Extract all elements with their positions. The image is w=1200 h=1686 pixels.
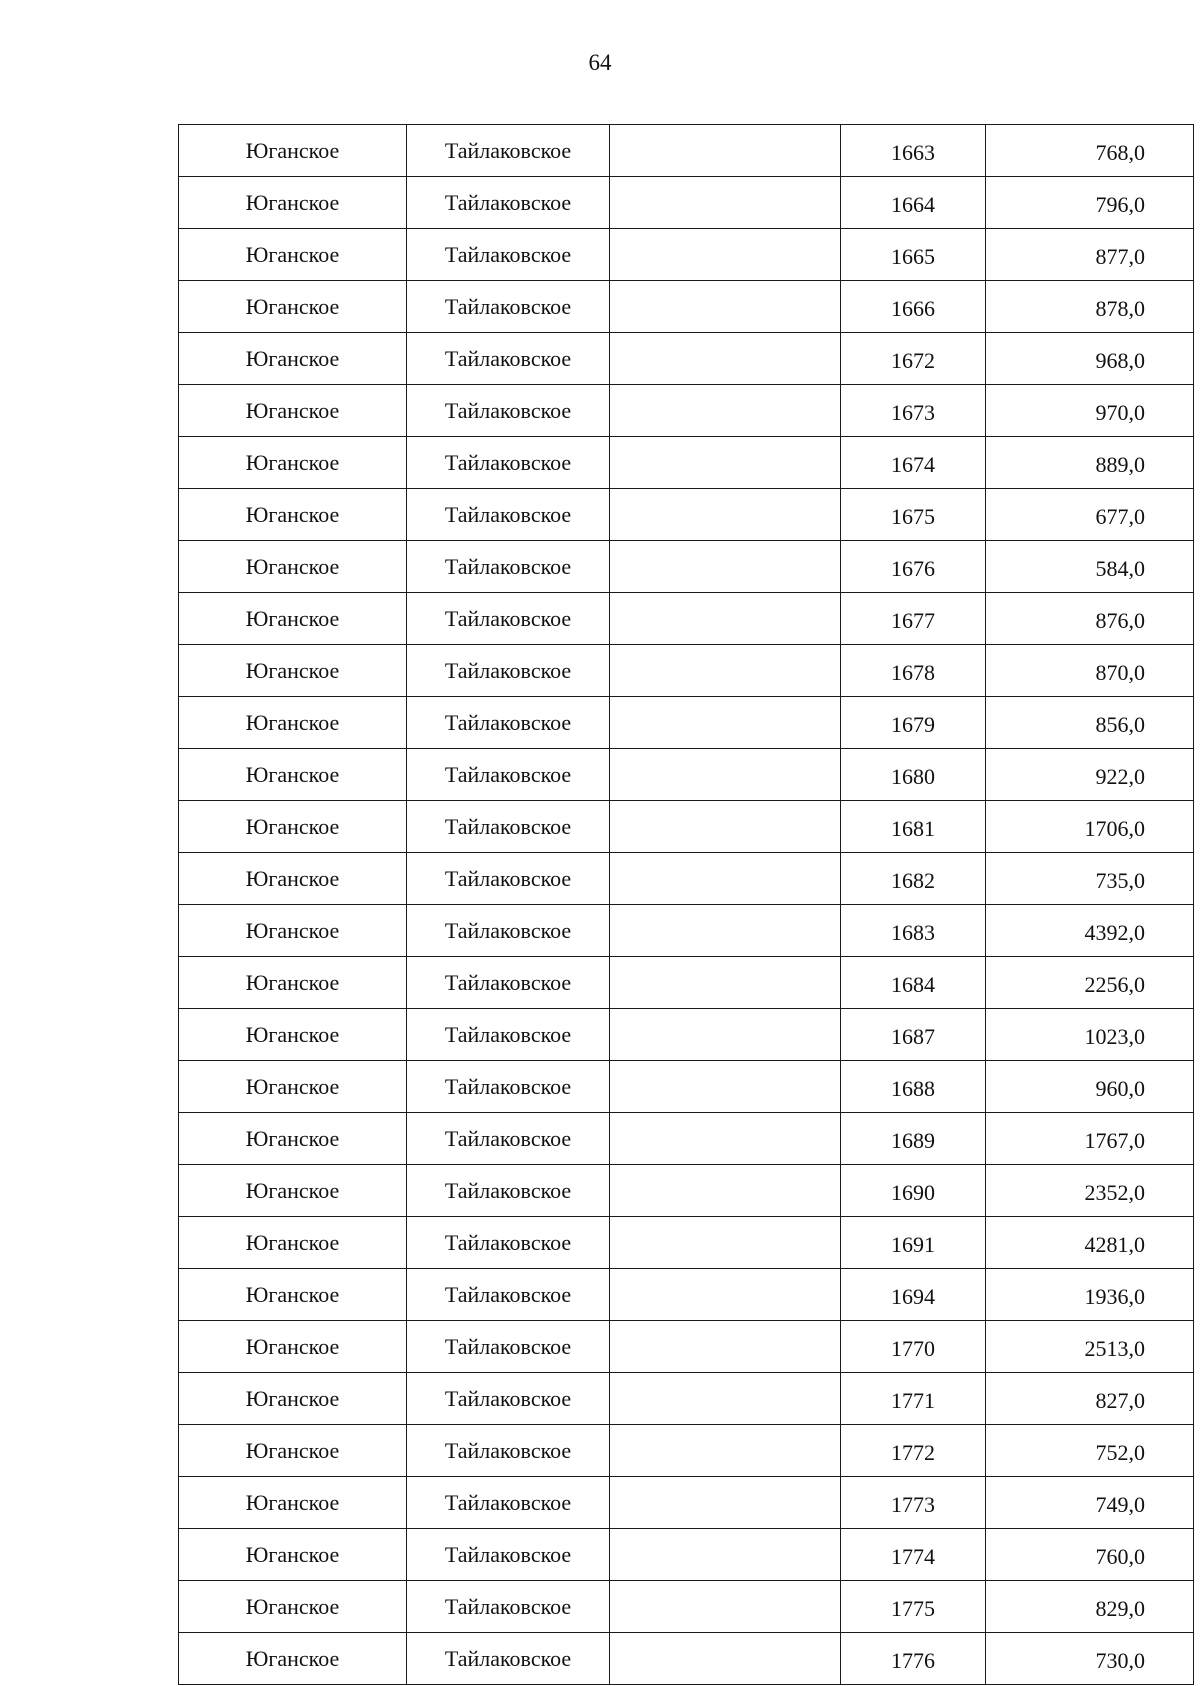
area-cell: Тайлаковское: [407, 333, 610, 385]
area-cell: Тайлаковское: [407, 489, 610, 541]
area-cell: Тайлаковское: [407, 801, 610, 853]
table-row: [179, 1165, 1194, 1217]
area-cell: Тайлаковское: [407, 1009, 610, 1061]
number-cell: 1675: [841, 489, 986, 541]
value-cell: 677,0: [986, 489, 1194, 541]
area-cell: Тайлаковское: [407, 593, 610, 645]
field-cell: Юганское: [179, 593, 407, 645]
number-cell: 1677: [841, 593, 986, 645]
field-cell: Юганское: [179, 1269, 407, 1321]
table-row: [179, 1269, 1194, 1321]
number-cell: 1775: [841, 1581, 986, 1633]
note-cell: [610, 1581, 841, 1633]
value-cell: 749,0: [986, 1477, 1194, 1529]
field-cell: Юганское: [179, 1113, 407, 1165]
note-cell: [610, 957, 841, 1009]
table-row: [179, 489, 1194, 541]
table-row: [179, 1009, 1194, 1061]
number-cell: 1689: [841, 1113, 986, 1165]
value-cell: 870,0: [986, 645, 1194, 697]
note-cell: [610, 1321, 841, 1373]
note-cell: [610, 177, 841, 229]
area-cell: Тайлаковское: [407, 905, 610, 957]
number-cell: 1681: [841, 801, 986, 853]
area-cell: Тайлаковское: [407, 697, 610, 749]
value-cell: 2513,0: [986, 1321, 1194, 1373]
note-cell: [610, 1217, 841, 1269]
area-cell: Тайлаковское: [407, 1113, 610, 1165]
area-cell: Тайлаковское: [407, 229, 610, 281]
table-row: [179, 437, 1194, 489]
value-cell: 1767,0: [986, 1113, 1194, 1165]
table-row: [179, 1321, 1194, 1373]
field-cell: Юганское: [179, 1581, 407, 1633]
field-cell: Юганское: [179, 1009, 407, 1061]
field-cell: Юганское: [179, 1633, 407, 1685]
note-cell: [610, 281, 841, 333]
table-body: [179, 125, 1194, 1685]
value-cell: 827,0: [986, 1373, 1194, 1425]
area-cell: Тайлаковское: [407, 853, 610, 905]
table-row: [179, 229, 1194, 281]
value-cell: 4392,0: [986, 905, 1194, 957]
area-cell: Тайлаковское: [407, 749, 610, 801]
note-cell: [610, 593, 841, 645]
note-cell: [610, 489, 841, 541]
table-row: [179, 1477, 1194, 1529]
note-cell: [610, 1113, 841, 1165]
area-cell: Тайлаковское: [407, 1477, 610, 1529]
note-cell: [610, 1009, 841, 1061]
note-cell: [610, 333, 841, 385]
table-row: [179, 1061, 1194, 1113]
area-cell: Тайлаковское: [407, 1529, 610, 1581]
number-cell: 1776: [841, 1633, 986, 1685]
area-cell: Тайлаковское: [407, 385, 610, 437]
field-cell: Юганское: [179, 1165, 407, 1217]
value-cell: 768,0: [986, 125, 1194, 177]
number-cell: 1691: [841, 1217, 986, 1269]
field-cell: Юганское: [179, 437, 407, 489]
value-cell: 796,0: [986, 177, 1194, 229]
table-row: [179, 905, 1194, 957]
area-cell: Тайлаковское: [407, 1373, 610, 1425]
number-cell: 1666: [841, 281, 986, 333]
value-cell: 752,0: [986, 1425, 1194, 1477]
note-cell: [610, 385, 841, 437]
area-cell: Тайлаковское: [407, 1269, 610, 1321]
table-row: [179, 957, 1194, 1009]
area-cell: Тайлаковское: [407, 1633, 610, 1685]
field-cell: Юганское: [179, 697, 407, 749]
number-cell: 1683: [841, 905, 986, 957]
table-row: [179, 1113, 1194, 1165]
area-cell: Тайлаковское: [407, 1061, 610, 1113]
field-cell: Юганское: [179, 853, 407, 905]
note-cell: [610, 905, 841, 957]
number-cell: 1663: [841, 125, 986, 177]
note-cell: [610, 1373, 841, 1425]
table-row: [179, 541, 1194, 593]
number-cell: 1664: [841, 177, 986, 229]
field-cell: Юганское: [179, 749, 407, 801]
number-cell: 1687: [841, 1009, 986, 1061]
value-cell: 730,0: [986, 1633, 1194, 1685]
number-cell: 1774: [841, 1529, 986, 1581]
number-cell: 1665: [841, 229, 986, 281]
field-cell: Юганское: [179, 125, 407, 177]
area-cell: Тайлаковское: [407, 437, 610, 489]
note-cell: [610, 1061, 841, 1113]
number-cell: 1679: [841, 697, 986, 749]
area-cell: Тайлаковское: [407, 957, 610, 1009]
note-cell: [610, 1477, 841, 1529]
field-cell: Юганское: [179, 645, 407, 697]
table-row: [179, 1529, 1194, 1581]
field-cell: Юганское: [179, 801, 407, 853]
table-row: [179, 281, 1194, 333]
number-cell: 1676: [841, 541, 986, 593]
table-row: [179, 645, 1194, 697]
number-cell: 1678: [841, 645, 986, 697]
number-cell: 1682: [841, 853, 986, 905]
field-cell: Юганское: [179, 1061, 407, 1113]
value-cell: 735,0: [986, 853, 1194, 905]
value-cell: 2352,0: [986, 1165, 1194, 1217]
field-cell: Юганское: [179, 177, 407, 229]
value-cell: 922,0: [986, 749, 1194, 801]
area-cell: Тайлаковское: [407, 1217, 610, 1269]
table-row: [179, 1581, 1194, 1633]
table-row: [179, 801, 1194, 853]
number-cell: 1770: [841, 1321, 986, 1373]
number-cell: 1688: [841, 1061, 986, 1113]
area-cell: Тайлаковское: [407, 645, 610, 697]
note-cell: [610, 853, 841, 905]
value-cell: 878,0: [986, 281, 1194, 333]
field-cell: Юганское: [179, 1477, 407, 1529]
number-cell: 1690: [841, 1165, 986, 1217]
value-cell: 2256,0: [986, 957, 1194, 1009]
table-row: [179, 1425, 1194, 1477]
value-cell: 877,0: [986, 229, 1194, 281]
area-cell: Тайлаковское: [407, 541, 610, 593]
value-cell: 4281,0: [986, 1217, 1194, 1269]
table-row: [179, 593, 1194, 645]
field-cell: Юганское: [179, 1425, 407, 1477]
value-cell: 970,0: [986, 385, 1194, 437]
field-cell: Юганское: [179, 957, 407, 1009]
value-cell: 1023,0: [986, 1009, 1194, 1061]
number-cell: 1672: [841, 333, 986, 385]
number-cell: 1680: [841, 749, 986, 801]
table-row: [179, 385, 1194, 437]
number-cell: 1684: [841, 957, 986, 1009]
field-cell: Юганское: [179, 1529, 407, 1581]
note-cell: [610, 697, 841, 749]
value-cell: 856,0: [986, 697, 1194, 749]
area-cell: Тайлаковское: [407, 1165, 610, 1217]
table-row: [179, 1217, 1194, 1269]
table-row: [179, 1373, 1194, 1425]
note-cell: [610, 1633, 841, 1685]
number-cell: 1674: [841, 437, 986, 489]
note-cell: [610, 437, 841, 489]
field-cell: Юганское: [179, 385, 407, 437]
note-cell: [610, 801, 841, 853]
note-cell: [610, 749, 841, 801]
data-table: [178, 124, 1194, 1685]
number-cell: 1694: [841, 1269, 986, 1321]
value-cell: 876,0: [986, 593, 1194, 645]
table-row: [179, 853, 1194, 905]
value-cell: 1706,0: [986, 801, 1194, 853]
field-cell: Юганское: [179, 1321, 407, 1373]
note-cell: [610, 125, 841, 177]
area-cell: Тайлаковское: [407, 125, 610, 177]
field-cell: Юганское: [179, 1217, 407, 1269]
note-cell: [610, 541, 841, 593]
table-row: [179, 697, 1194, 749]
value-cell: 968,0: [986, 333, 1194, 385]
number-cell: 1772: [841, 1425, 986, 1477]
value-cell: 829,0: [986, 1581, 1194, 1633]
note-cell: [610, 229, 841, 281]
field-cell: Юганское: [179, 333, 407, 385]
area-cell: Тайлаковское: [407, 1425, 610, 1477]
field-cell: Юганское: [179, 489, 407, 541]
number-cell: 1673: [841, 385, 986, 437]
number-cell: 1773: [841, 1477, 986, 1529]
table-row: [179, 125, 1194, 177]
field-cell: Юганское: [179, 541, 407, 593]
area-cell: Тайлаковское: [407, 281, 610, 333]
page-number: 64: [588, 50, 612, 75]
note-cell: [610, 1529, 841, 1581]
table-row: [179, 333, 1194, 385]
field-cell: Юганское: [179, 281, 407, 333]
area-cell: Тайлаковское: [407, 177, 610, 229]
field-cell: Юганское: [179, 1373, 407, 1425]
value-cell: 584,0: [986, 541, 1194, 593]
note-cell: [610, 1425, 841, 1477]
field-cell: Юганское: [179, 905, 407, 957]
field-cell: Юганское: [179, 229, 407, 281]
table-row: [179, 1633, 1194, 1685]
area-cell: Тайлаковское: [407, 1581, 610, 1633]
note-cell: [610, 1269, 841, 1321]
number-cell: 1771: [841, 1373, 986, 1425]
note-cell: [610, 645, 841, 697]
value-cell: 1936,0: [986, 1269, 1194, 1321]
value-cell: 960,0: [986, 1061, 1194, 1113]
area-cell: Тайлаковское: [407, 1321, 610, 1373]
value-cell: 889,0: [986, 437, 1194, 489]
table-row: [179, 177, 1194, 229]
table-row: [179, 749, 1194, 801]
note-cell: [610, 1165, 841, 1217]
value-cell: 760,0: [986, 1529, 1194, 1581]
